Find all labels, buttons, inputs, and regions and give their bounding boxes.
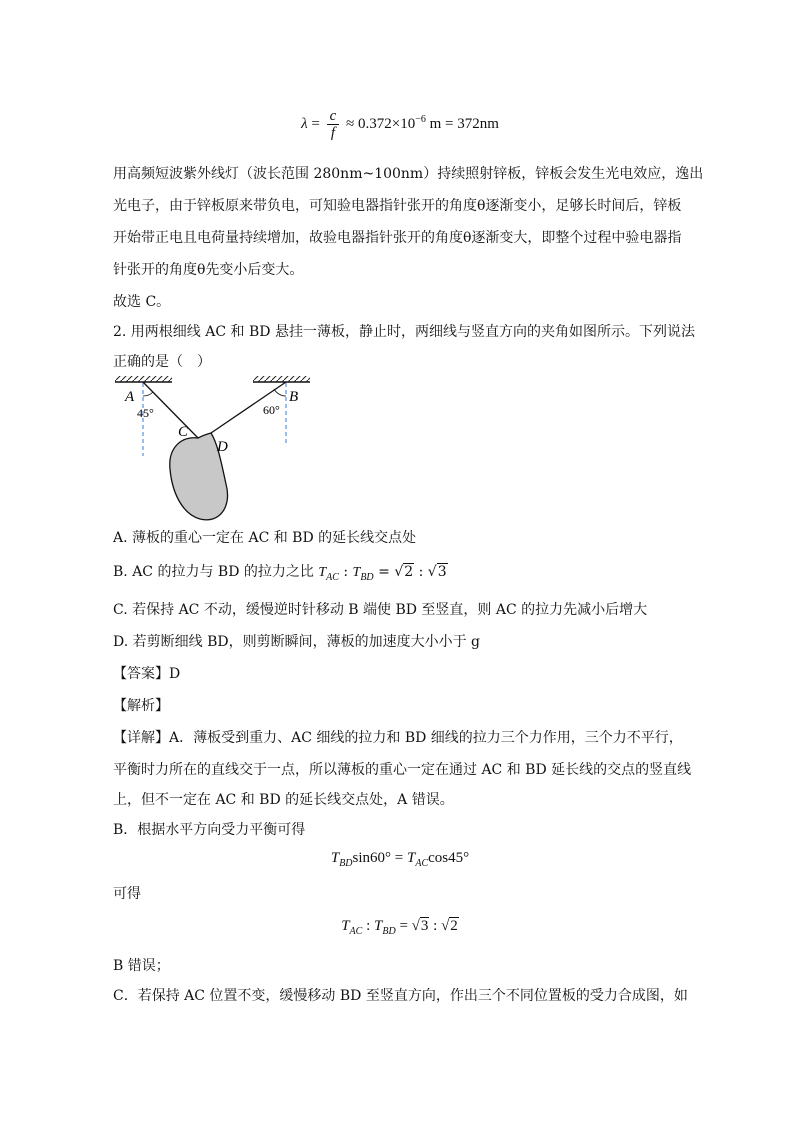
option-B: B. AC 的拉力与 BD 的拉力之比 $T_{AC}$ : $T_{BD} = √2$ : √3 xyxy=(113,564,447,583)
formula-horizontal-balance: $T_{BD}\sin 60^\circ = T_{AC}\cos 45^\circ$ xyxy=(330,850,470,869)
detail-line2: 平衡时力所在的直线交于一点，所以薄板的重心一定在通过 AC 和 BD 延长线的交点的竖直线 xyxy=(113,762,692,778)
suspended-plate-figure xyxy=(110,374,320,524)
option-A: A. 薄板的重心一定在 AC 和 BD 的延长线交点处 xyxy=(113,530,417,546)
label-C: C xyxy=(178,424,189,440)
angle-arc-B xyxy=(274,389,286,396)
detail-line1: 【详解】A．薄板受到重力、AC 细线的拉力和 BD 细线的拉力三个力作用，三个力不平行， xyxy=(113,730,683,746)
left-ceiling xyxy=(115,376,172,382)
para1-line2: 光电子，由于锌板原来带负电，可知验电器指针张开的角度θ逐渐变小，足够长时间后，锌板 xyxy=(113,198,682,214)
label-D: D xyxy=(217,439,228,455)
answer-label: 【答案】D xyxy=(113,666,181,682)
detail-line4: B．根据水平方向受力平衡可得 xyxy=(113,822,306,838)
angle-arc-A xyxy=(143,392,153,396)
fraction-c-over-f: $\frac{c}{f}$ xyxy=(327,108,340,141)
kede-text: 可得 xyxy=(113,886,141,902)
lambda-symbol: λ xyxy=(301,115,308,132)
sqrt-3: √3 xyxy=(427,564,447,580)
angle-label-A: 45° xyxy=(137,406,154,420)
analysis-label: 【解析】 xyxy=(113,698,169,714)
sqrt-2: √2 xyxy=(394,564,414,580)
para1-line1: 用高频短波紫外线灯（波长范围 280nm~100nm）持续照射锌板，锌板会发生光电效应，逸出 xyxy=(113,166,704,182)
label-B: B xyxy=(289,389,299,405)
choose-c-text: 故选 C。 xyxy=(113,294,171,310)
question2-line1: 2. 用两根细线 AC 和 BD 悬挂一薄板，静止时，两细线与竖直方向的夹角如图所示。下列说法 xyxy=(113,324,695,340)
detail-line3: 上，但不一定在 AC 和 BD 的延长线交点处，A 错误。 xyxy=(113,792,454,808)
question2-line2: 正确的是（ ） xyxy=(113,354,211,370)
formula-wavelength: λ = $\frac{c}{f}$ ≈ $0.372\times 10^{-6}$ m = 372nm xyxy=(301,108,499,141)
right-ceiling xyxy=(253,376,310,382)
c-analysis-line: C．若保持 AC 位置不变，缓慢移动 BD 至竖直方向，作出三个不同位置板的受力合成图，如 xyxy=(113,988,688,1004)
label-A: A xyxy=(125,389,135,405)
angle-label-B: 60° xyxy=(263,403,280,417)
b-wrong-text: B 错误； xyxy=(113,958,170,974)
para1-line3: 开始带正电且电荷量持续增加，故验电器指针张开的角度θ逐渐变大，即整个过程中验电器指 xyxy=(113,230,682,246)
para1-line4: 针张开的角度θ先变小后变大。 xyxy=(113,262,304,278)
option-C: C. 若保持 AC 不动，缓慢逆时针移动 B 端使 BD 至竖直，则 AC 的拉力先减小后增大 xyxy=(113,602,648,618)
option-D: D. 若剪断细线 BD，则剪断瞬间，薄板的加速度大小小于 g xyxy=(113,634,480,650)
formula-tension-ratio: $T_{AC}$ : $T_{BD} = √3$ : √2 xyxy=(341,918,458,937)
